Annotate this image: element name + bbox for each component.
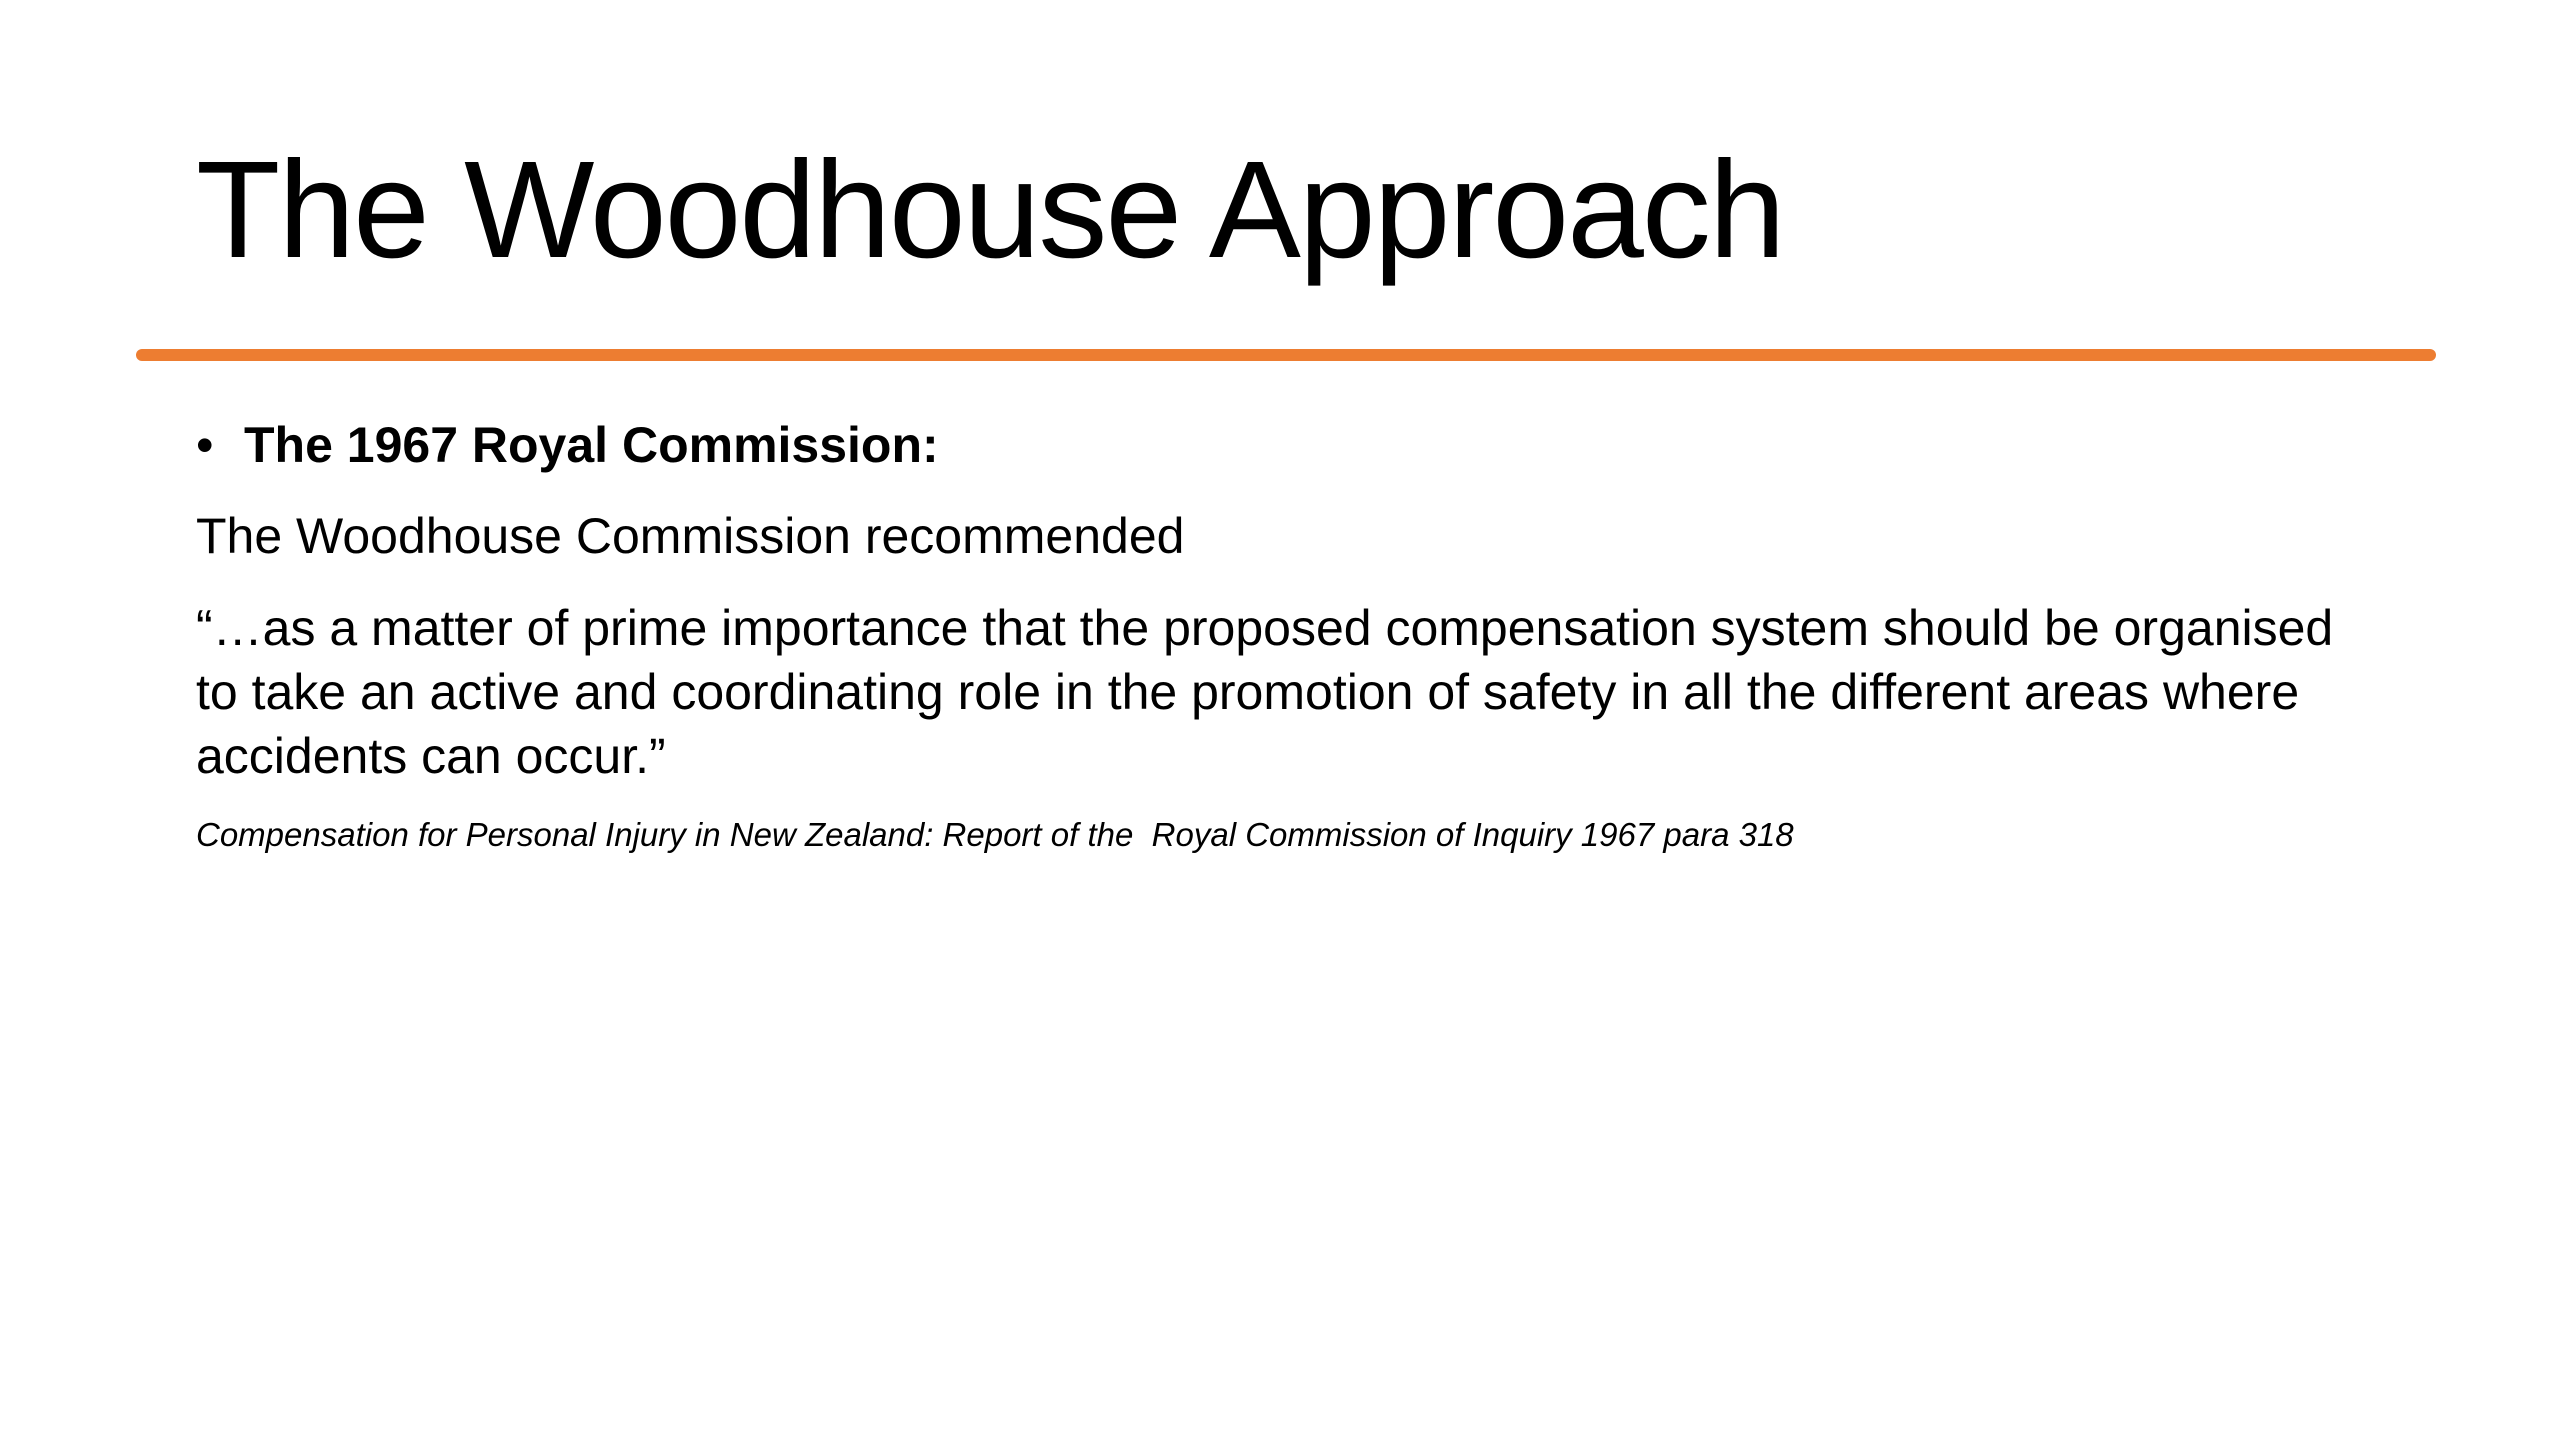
intro-text: The Woodhouse Commission recommended: [196, 508, 1185, 564]
slide-title: The Woodhouse Approach: [196, 133, 1784, 287]
bullet-marker: •: [196, 417, 214, 473]
quote-text: “…as a matter of prime importance that the proposed compensation system should be organised to take an active and coordinating role in the promotion of safety in all the different areas where accidents can occur.”: [196, 600, 2334, 784]
title-divider: [136, 349, 2436, 361]
citation-text: Compensation for Personal Injury in New Zealand: Report of the Royal Commission of Inquiry 1967 para 318: [196, 816, 1794, 853]
bullet-item: [196, 415, 939, 475]
bullet-text: The 1967 Royal Commission:: [244, 417, 939, 473]
